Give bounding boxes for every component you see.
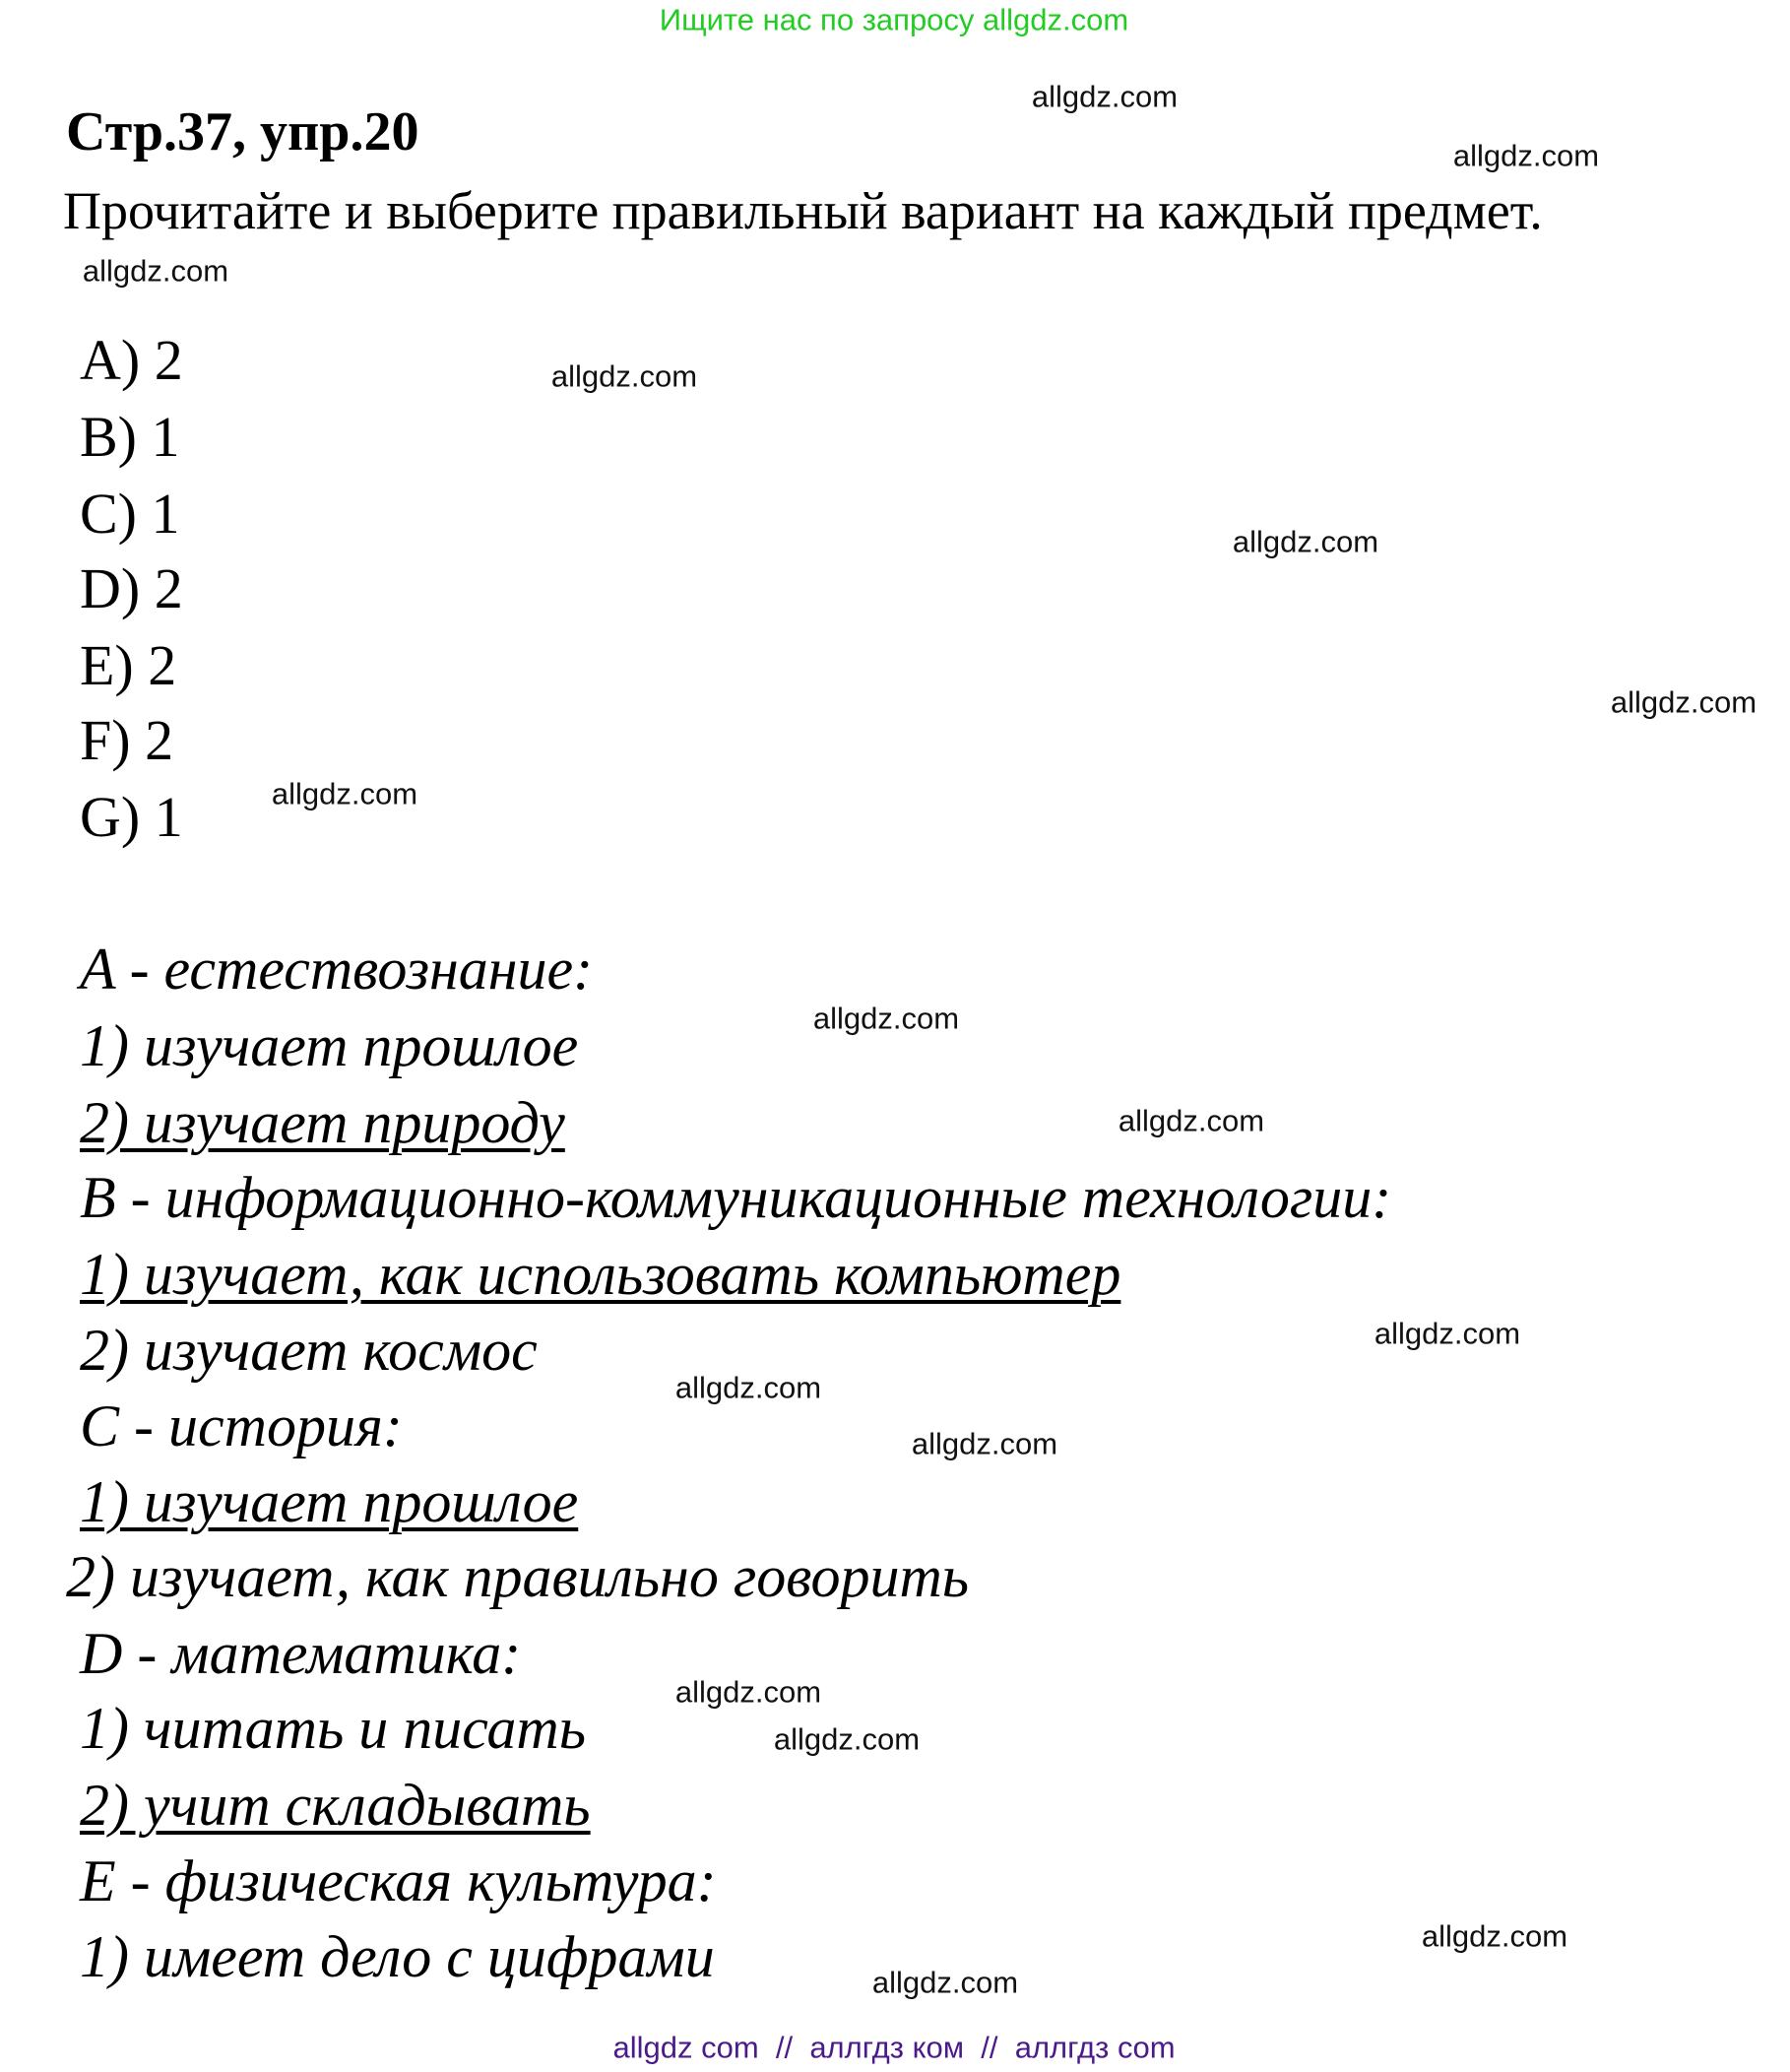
- watermark: allgdz.com: [550, 358, 698, 394]
- watermark: allgdz.com: [82, 253, 229, 289]
- option-line: 1) читать и писать: [80, 1696, 587, 1761]
- answer-c: C) 1: [80, 482, 180, 546]
- subject-heading: E - физическая культура:: [80, 1848, 717, 1913]
- page-title: Стр.37, упр.20: [66, 101, 419, 162]
- watermark: allgdz.com: [674, 1370, 822, 1405]
- watermark: allgdz.com: [271, 776, 418, 811]
- watermark: allgdz.com: [911, 1426, 1058, 1461]
- option-line-selected: 1) изучает, как использовать компьютер: [80, 1242, 1121, 1307]
- option-line: 2) изучает космос: [80, 1318, 538, 1383]
- watermark: allgdz.com: [1031, 79, 1179, 114]
- answer-g: G) 1: [80, 785, 183, 849]
- watermark: allgdz.com: [1374, 1316, 1521, 1351]
- option-line: 1) имеет дело с цифрами: [80, 1924, 715, 1989]
- watermark: allgdz.com: [1232, 524, 1379, 559]
- answer-d: D) 2: [80, 556, 183, 620]
- footer-link[interactable]: allgdz com // аллгдз ком // аллгдз com: [612, 2030, 1176, 2065]
- watermark: allgdz.com: [1118, 1103, 1265, 1138]
- option-line-selected: 2) учит складывать: [80, 1773, 591, 1838]
- answer-e: E) 2: [80, 633, 177, 697]
- subject-heading: C - история:: [80, 1393, 403, 1458]
- answer-a: A) 2: [80, 328, 183, 392]
- subject-heading: D - математика:: [80, 1621, 522, 1686]
- watermark: allgdz.com: [1610, 684, 1758, 720]
- subject-heading: B - информационно-коммуникационные технологии:: [80, 1165, 1392, 1230]
- watermark: allgdz.com: [812, 1001, 960, 1036]
- search-banner: Ищите нас по запросу allgdz.com: [659, 2, 1129, 37]
- option-line-selected: 1) изучает прошлое: [80, 1469, 579, 1534]
- answer-f: F) 2: [80, 708, 174, 772]
- answer-b: B) 1: [80, 405, 180, 469]
- option-line-selected: 2) изучает природу: [80, 1090, 565, 1155]
- option-line: 1) изучает прошлое: [80, 1013, 579, 1078]
- watermark: allgdz.com: [773, 1721, 921, 1757]
- watermark: allgdz.com: [1452, 138, 1600, 173]
- instruction-text: Прочитайте и выберите правильный вариант на каждый предмет.: [63, 181, 1543, 240]
- subject-heading: A - естествознание:: [80, 937, 594, 1002]
- option-line: 2) изучает, как правильно говорить: [66, 1544, 970, 1609]
- watermark: allgdz.com: [674, 1674, 822, 1710]
- watermark: allgdz.com: [1421, 1918, 1568, 1954]
- watermark: allgdz.com: [871, 1965, 1019, 2000]
